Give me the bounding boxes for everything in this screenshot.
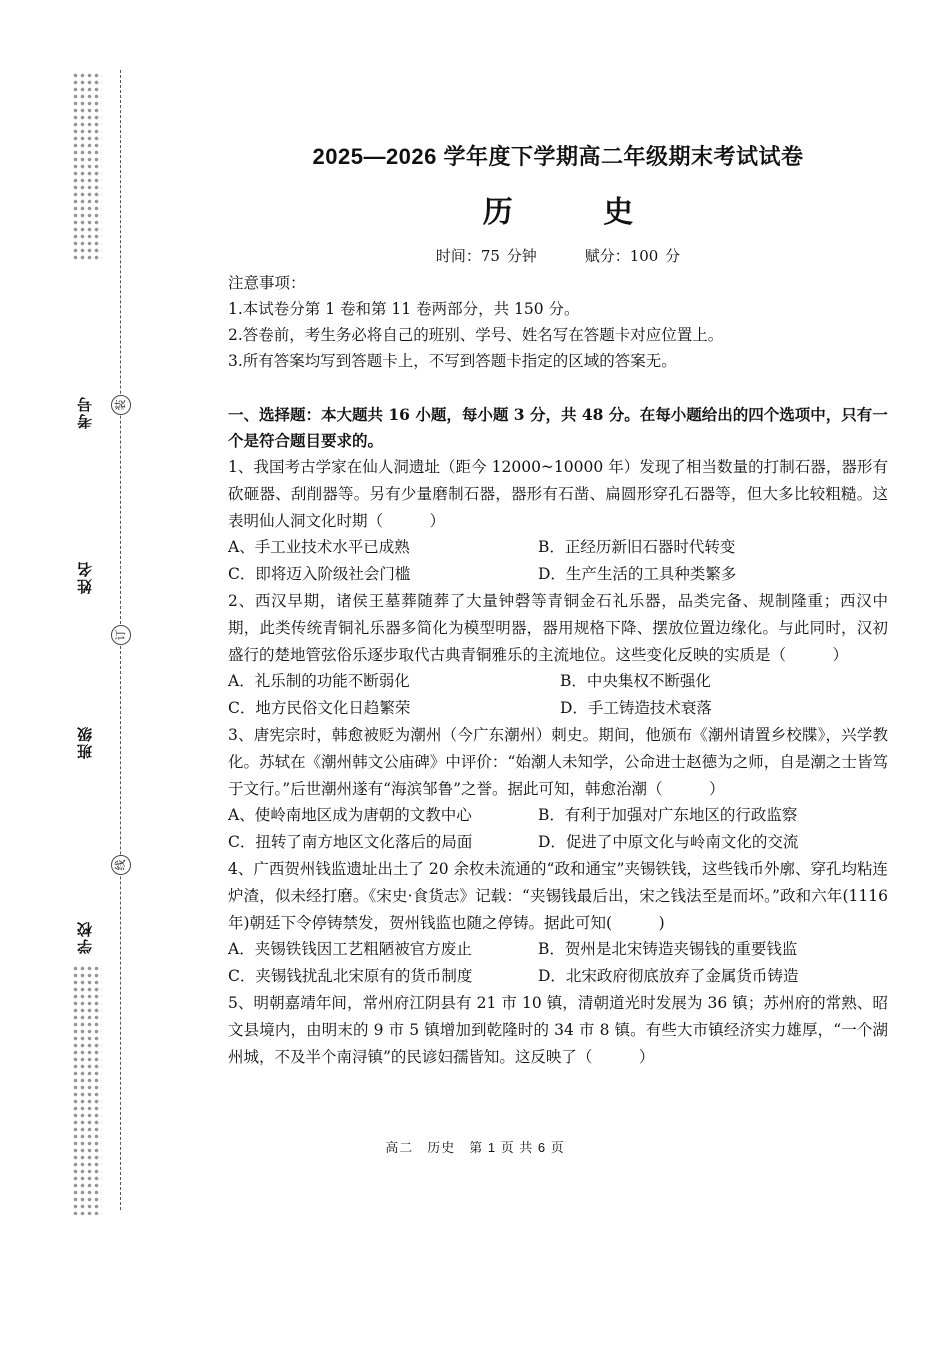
option-c: C．夹锡钱扰乱北宋原有的货币制度 xyxy=(228,967,473,986)
notice-item: 3.所有答案均写到答题卡上，不写到答题卡指定的区域的答案无。 xyxy=(228,352,677,370)
subject-title: 历 史 xyxy=(482,195,674,230)
question-options xyxy=(228,802,888,856)
option-d: D．手工铸造技术衰落 xyxy=(560,699,712,718)
question-3 xyxy=(228,722,888,856)
option-b: B．正经历新旧石器时代转变 xyxy=(538,538,736,557)
notice-item: 2.答卷前，考生务必将自己的班别、学号、姓名写在答题卡对应位置上。 xyxy=(228,326,724,344)
question-options xyxy=(228,936,888,990)
question-stem: 5、明朝嘉靖年间，常州府江阴县有 21 市 10 镇，清朝道光时发展为 36 镇；苏州府的常熟、昭文县境内，由明末的 9 市 5 镇增加到乾隆时的 34 市 8 镇。有些大市镇经济实力雄厚，“一个湖州城，不及半个南浔镇”的民谚妇孺皆知。这反映了（ ） xyxy=(228,993,888,1066)
binding-dot-pattern-top xyxy=(72,72,102,262)
question-stem: 2、西汉早期，诸侯王墓葬随葬了大量钟磬等青铜金石礼乐器，品类完备、规制隆重；西汉中期，此类传统青铜礼乐器多简化为模型明器，器用规格下降、摆放位置边缘化。与此同时，汉初盛行的楚地管弦俗乐逐步取代古典青铜雅乐的主流地位。这些变化反映的实质是（ ） xyxy=(228,591,888,664)
question-4 xyxy=(228,856,888,990)
exam-score: 赋分：100 分 xyxy=(584,247,681,265)
question-5 xyxy=(228,990,888,1070)
question-2 xyxy=(228,588,888,722)
option-c: C．即将迈入阶级社会门槛 xyxy=(228,565,411,584)
option-d: D．生产生活的工具种类繁多 xyxy=(538,565,737,584)
field-label-exam-number: 考号 xyxy=(76,395,94,429)
question-stem: 3、唐宪宗时，韩愈被贬为潮州（今广东潮州）刺史。期间，他颁布《潮州请置乡校牒》，兴学教化。苏轼在《潮州韩文公庙碑》中评价：“始潮人未知学，公命进士赵德为之师，自是潮之士皆笃于文行。”后世潮州遂有“海滨邹鲁”之誉。据此可知，韩愈治潮（ ） xyxy=(228,725,888,798)
question-options xyxy=(228,668,888,722)
section-title: 一、选择题：本大题共 16 小题，每小题 3 分，共 48 分。在每小题给出的四个选项中，只有一个是符合题目要求的。 xyxy=(228,405,888,450)
exam-content xyxy=(228,140,888,1070)
page-footer: 高二 历史 第 1 页 共 6 页 xyxy=(385,1140,565,1155)
field-label-name: 姓名 xyxy=(76,560,94,594)
notice-item: 1.本试卷分第 1 卷和第 11 卷两部分，共 150 分。 xyxy=(228,300,580,318)
exam-info xyxy=(228,245,888,266)
option-a: A．礼乐制的功能不断弱化 xyxy=(228,672,410,691)
binding-dot-pattern-bottom xyxy=(72,965,102,1215)
exam-title: 2025—2026 学年度下学期高二年级期末考试试卷 xyxy=(312,144,804,169)
seal-mark-xian: 线 xyxy=(111,855,131,875)
question-stem: 4、广西贺州钱监遗址出土了 20 余枚未流通的“政和通宝”夹锡铁钱，这些钱币外廓、穿孔均粘连炉渣，似未经打磨。《宋史·食货志》记载：“夹锡钱最后出，宋之钱法至是而坏。”政和六年(1116 年)朝廷下令停铸禁发，贺州钱监也随之停铸。据此可知( ) xyxy=(228,859,888,932)
option-b: B．贺州是北宋铸造夹锡钱的重要钱监 xyxy=(538,940,798,959)
option-d: D．促进了中原文化与岭南文化的交流 xyxy=(538,833,799,852)
field-label-class: 班级 xyxy=(76,725,94,759)
option-a: A、使岭南地区成为唐朝的文教中心 xyxy=(228,806,472,825)
notice-block xyxy=(228,270,888,374)
seal-mark-zhuang: 装 xyxy=(111,395,131,415)
question-stem: 1、我国考古学家在仙人洞遗址（距今 12000~10000 年）发现了相当数量的打制石器，器形有砍砸器、刮削器等。另有少量磨制石器，器形有石凿、扁圆形穿孔石器等，但大多比较粗糙。这表明仙人洞文化时期（ ） xyxy=(228,458,888,530)
field-label-school: 学校 xyxy=(76,920,94,954)
option-c: C．地方民俗文化日趋繁荣 xyxy=(228,699,411,718)
question-options xyxy=(228,534,888,588)
question-1 xyxy=(228,454,888,588)
seal-mark-ding: 订 xyxy=(111,625,131,645)
option-d: D．北宋政府彻底放弃了金属货币铸造 xyxy=(538,967,799,986)
option-a: A、手工业技术水平已成熟 xyxy=(228,538,410,557)
option-a: A．夹锡铁钱因工艺粗陋被官方废止 xyxy=(228,940,472,959)
option-c: C．扭转了南方地区文化落后的局面 xyxy=(228,833,473,852)
option-b: B．中央集权不断强化 xyxy=(560,672,711,691)
notice-heading: 注意事项： xyxy=(228,274,306,292)
exam-time: 时间：75 分钟 xyxy=(435,247,537,265)
option-b: B．有利于加强对广东地区的行政监察 xyxy=(538,806,798,825)
